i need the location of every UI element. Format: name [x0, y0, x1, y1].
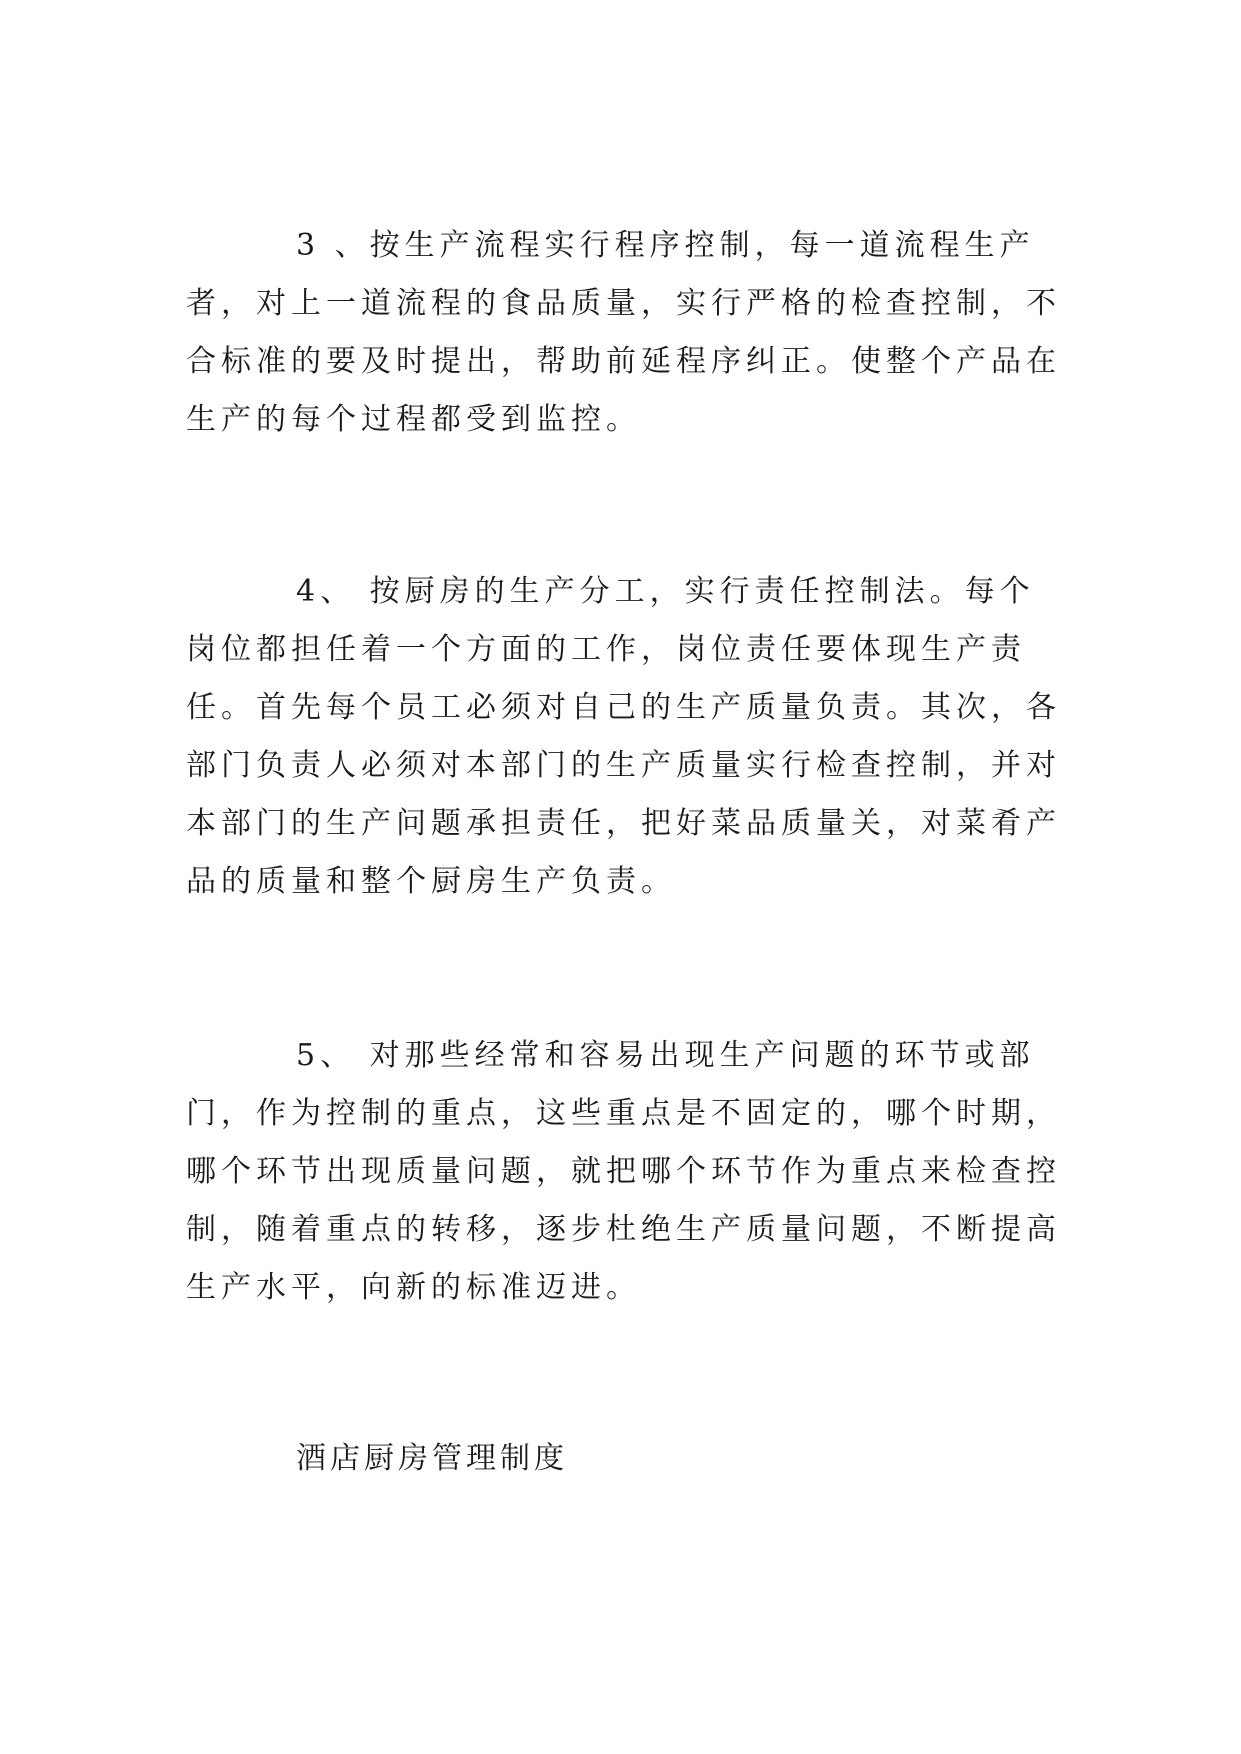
section-title: 酒店厨房管理制度	[296, 1441, 568, 1476]
paragraph-item-5: 5、 对那些经常和容易出现生产问题的环节或部门，作为控制的重点，这些重点是不固定的，哪个时期，哪个环节出现质量问题，就把哪个环节作为重点来检查控制，随着重点的转移，逐步杜绝生产质量问题，不断提高生产水平，向新的标准迈进。	[186, 1038, 1061, 1305]
paragraph-item-3: 3 、按生产流程实行程序控制，每一道流程生产者，对上一道流程的食品质量，实行严格的检查控制，不合标准的要及时提出，帮助前延程序纠正。使整个产品在生产的每个过程都受到监控。	[186, 228, 1061, 437]
paragraph-item-4: 4、 按厨房的生产分工，实行责任控制法。每个岗位都担任着一个方面的工作，岗位责任要体现生产责任。首先每个员工必须对自己的生产质量负责。其次，各部门负责人必须对本部门的生产质量实行检查控制，并对本部门的生产问题承担责任，把好菜品质量关，对菜肴产品的质量和整个厨房生产负责。	[186, 574, 1061, 899]
